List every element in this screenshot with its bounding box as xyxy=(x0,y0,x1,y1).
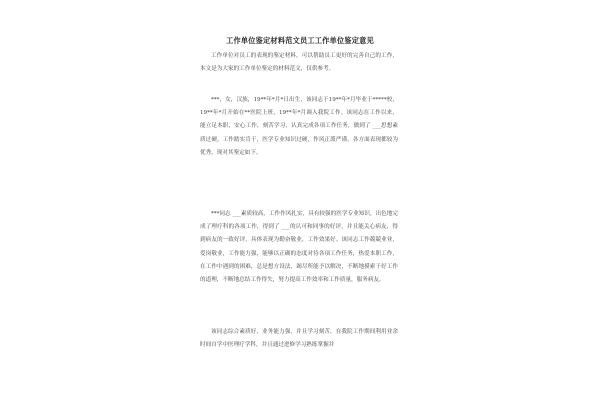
paragraph-evaluation: ***同志 ___素质较高，工作作风扎实，具有较强的医学专业知识，出色地完成了理疗科的各项工作，得到了 ___的认可和同事的好评，并且能关心病友，得到病友的一致好评，具体表现为勤奋敬业，工作效果好。该同志工作兢兢业业，爱岗敬业，工作能力强，能够以正确的态度对待各项工作任务，热爱本职工作，在工作中遇到的困难，总是想方设法、竭尽所能予以解决，不断地摸索干好工作的道理，不断地总结工作得失，努力提高工作效率和工作质量，服务病友。 xyxy=(200,211,398,284)
paragraph-profile: ***，女，汉族，19**年*月*日出生，该同志于19**年*月毕业于*****校，19**年*月开始在**医院上班，19**年*月调入我院工作。该同志在工作以来，能立足本职，安心工作，刻苦学习，认真完成各项工作任务，做到了 ___思想素质过硬，工作踏实肯干，医学专业知识过硬，作风正派严谨，各方面表现都较为优秀，现对其鉴定如下。 xyxy=(200,97,398,156)
document-title: 工作单位鉴定材料范文员工工作单位鉴定意见 xyxy=(226,36,374,45)
paragraph-intro: 工作单位对员工的表现的鉴定材料，可以帮助员工更好的完善自己的工作，本文是为大家的工作单位鉴定的材料范文，仅供参考。 xyxy=(200,53,398,73)
paragraph-summary: 该同志综合素质好，业务能力强，并且学习刻苦，在我院工作期间利用业余时间自学中医理疗学科，并且通过进修学习熟练掌握并 xyxy=(200,329,398,349)
